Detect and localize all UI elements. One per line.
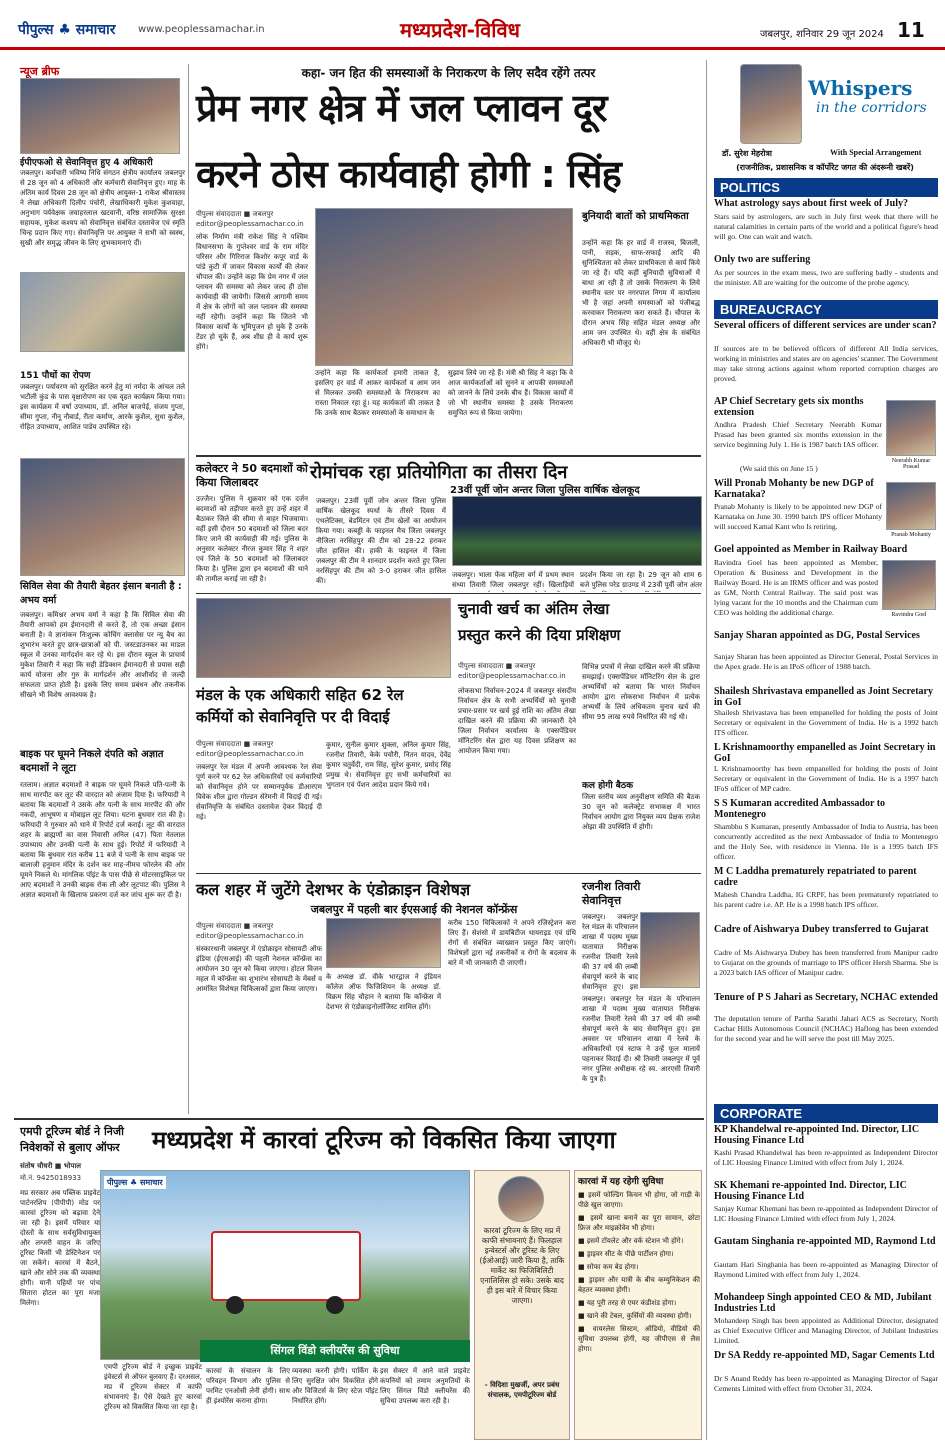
page-number: 11	[897, 18, 925, 42]
lead-col-3: सुझाव लिये जा रहे हैं। मंत्री श्री सिंह ने कहा कि वे आज कार्यकर्ताओं को सुनने व आपकी समस्याओं को जानने के लिये उनके बीच हैं। विकास कार्यों में जो भी स्थानीय समस्या है उसके निराकरण समुचित रूप से किया जायेगा।	[448, 369, 573, 417]
photo-logo: पीपुल्स ♣ समाचार	[104, 1176, 166, 1189]
bureaucracy-body-10: Cadre of Ms Aishwarya Dubey has been transferred from Manipur cadre to Gujarat on the grounds of marriage to IPS officer Hersh Sharma. She is a 2023 batch IAS officer of Manipur cadre.	[714, 948, 938, 977]
endocrine-col-2: के अध्यक्ष डॉ. वीके भारद्वाज ने इंडियन कॉलेज ऑफ फिजिशियन के अध्यक्ष डॉ. विक्रम सिंह चौहान ने बताया कि कॉन्फ्रेंस में देशभर से एंडोक्राइनोलॉजिस्ट शामिल होंगे।	[326, 973, 441, 1011]
photo-caption-prasad: Neerabh Kumar Prasad	[891, 458, 931, 470]
politics-body-2: As per sources in the exam mess, two are suffering badly - students and the minister. All are waiting for the outcome of the probe agency.	[714, 268, 938, 287]
tourism-byline: संतोष चौधरी ■ भोपाल	[20, 1162, 82, 1170]
sports-col-1: जबलपुर। 23वीं पूर्वी जोन अन्तर जिला पुलिस वार्षिक खेलकूद स्पर्धा के तीसरे दिवस में एथलेटिक्स, बेडमिंटन एवं टीम खेलों का आयोजन किया गया। कबड्डी के फाइनल मैच जिला जबलपुर नीजिला नरसिंहपुर की टीम को 28-22 हराकर जीत हासिल की। हाकी के फाइनल में जिला जबलपुर की टीम ने शानदार प्रदर्शन करते हुए जिला नरसिंहपुर की टीम को 3-0 हराकर जीत हासिल की।	[316, 497, 446, 585]
election-email[interactable]: editor@peoplessamachar.co.in	[458, 672, 566, 680]
epfo-photo	[20, 78, 180, 154]
corporate-body-3: Gautam Hari Singhania has been re-appointed as Managing Director of Raymond Limited with effect from July 1, 2024.	[714, 1260, 938, 1279]
retiree-photo	[640, 912, 700, 988]
bureaucracy-note-2: (We said this on June 15 )	[740, 464, 818, 473]
newspaper-logo[interactable]: पीपुल्स ♣ समाचार	[18, 22, 116, 38]
bureaucracy-title-2: AP Chief Secretary gets six months extension	[714, 396, 864, 418]
caravan-wheel	[226, 1296, 244, 1314]
lead-kicker: कहा- जन हित की समस्याओं के निराकरण के लिए सदैव रहेंगे तत्पर	[301, 66, 596, 80]
bureaucracy-title-1: Several officers of different services are under scan?	[714, 320, 937, 331]
endocrine-subhead: जबलपुर में पहली बार ईएसआई की नेशनल कॉन्फ्रेंस	[310, 903, 518, 916]
corporate-title-5: Dr SA Reddy re-appointed MD, Sagar Cements Ltd	[714, 1350, 935, 1361]
bureaucracy-title-10: Cadre of Aishwarya Dubey transferred to Gujarat	[714, 924, 929, 935]
bureaucracy-body-1: If sources are to be believed officers of different All India services, working in ministries and states are on agencies' scanner. The Government may take strong actions against whom reported corruption charges are proved.	[714, 344, 938, 383]
photo-caption-mohanty: Pranab Mohanty	[891, 532, 931, 538]
news-brief-label: न्यूज ब्रीफ	[20, 65, 60, 78]
facility-item: ■ वायरलेस सिस्टम, ऑडियो, वीडियो की सुविधा उपलब्ध होगी, यह जीपीएस से लैस होगा।	[578, 1325, 700, 1353]
tourism-col-1: मप्र सरकार अब पब्लिक प्राइवेट पार्टनरशिप (पीपीपी) मोड पर कारवां टूरिज्म को बढ़ावा देने जा रही है। इसमें परिवार या दोस्तों के साथ सर्वसुविधायुक्त और लग्जरी वाहन के जरिए टूरिस्ट किसी भी डेस्टिनेशन पर जा सकेंगे। कारवां में बैठने, खाने और सोने तक की व्यवस्था होगी। यानी पहियों पर पांच सितारा होटल का पूरा मजा मिलेगा।	[20, 1189, 100, 1307]
facility-item: ■ खाने की टेबल, कुर्सियों की व्यवस्था होगी।	[578, 1312, 692, 1320]
section-title: मध्यप्रदेश-विविध	[400, 18, 520, 42]
facility-item: ■ ड्राइवर सीट के पीछे पार्टीशन होगा।	[578, 1250, 674, 1258]
corporate-body-5: Dr S Anand Reddy has been re-appointed as Managing Director of Sagar Cements Limited with effect from October 31, 2024.	[714, 1374, 938, 1393]
sports-headline: रोमांचक रहा प्रतियोगिता का तीसरा दिन	[310, 462, 568, 483]
bureaucracy-body-5: Sanjay Sharan has been appointed as Director General, Postal Services in the Apex grade. He is an IPoS officer of 1988 batch.	[714, 652, 938, 671]
columnist-name: डॉ. सुरेश मेहरोत्रा	[722, 149, 772, 158]
dateline: जबलपुर, शनिवार 29 जून 2024	[760, 29, 884, 40]
tourism-mobile: मो.नं. 9425018933	[20, 1174, 82, 1182]
bureaucracy-title-3: Will Pronab Mohanty be new DGP of Karnataka?	[714, 478, 874, 500]
lead-headline-2: करने ठोस कार्यवाही होगी : सिंह	[196, 152, 621, 196]
officer-photo-goel	[882, 560, 936, 610]
politics-title-2: Only two are suffering	[714, 254, 811, 265]
tourism-quote: कारवां टूरिज्म के लिए मप्र में काफी संभावनाएं हैं। फिलहाल इन्वेस्टर्स और टूरिस्ट के लिए (ईओआई) जारी किया है, ताकि मार्केट का फिजिबिलिटी एनालिसिस हो सके। उसके बाद ही इस बारे में विचार किया जाएगा।	[479, 1226, 565, 1305]
section-rule	[14, 1118, 704, 1120]
bureaucracy-title-8: S S Kumaran accredited Ambassador to Montenegro	[714, 798, 886, 820]
bureaucracy-title-6: Shailesh Shrivastava empanelled as Joint Secretary in GoI	[714, 686, 933, 708]
brief-title-2: 151 पौधों का रोपण	[20, 371, 91, 381]
retire-body: जबलपुर। जबलपुर रेल मंडल के परिचालन शाखा में पदस्थ मुख्य यातायात निरीक्षक रजनीश तिवारी रेलवे की 37 वर्ष की लम्बी सेवापूर्ण करने के बाद सेवानिवृत्त हुए। इस अवसर पर परिचालन शाखा में रेलवे के अधिकारियों एवं स्टाफ ने उन्हें फूल मालायें पहनाकर विदाई दी। श्री तिवारी जबलपुर में पूर्व नगर पुलिस अधीक्षक रहे स्व. आरएसी तिवारी के पुत्र हैं।	[582, 995, 700, 1083]
tourism-headline: मध्यप्रदेश में कारवां टूरिज्म को विकसित किया जाएगा	[152, 1126, 616, 1154]
politics-body-1: Stars said by astrologers, are such in July first week that there will be natural calamities in certain parts of the world and a political figure's head will go. One can wait and watch.	[714, 212, 938, 241]
endocrine-email[interactable]: editor@peoplessamachar.co.in	[196, 932, 304, 940]
tourism-banner: सिंगल विंडो क्लीयरेंस की सुविधा	[200, 1340, 470, 1362]
lead-side-body: उन्होंने कहा कि हर वार्ड में राजस्व, बिजली, पानी, सड़क, साफ-सफाई आदि की सुनिश्चितता को लेकर प्राथमिकता से कार्य किये जा रहे हैं। यदि कहीं बुनियादी सुविधाओं में बाधा आ रही है तो उसके निराकरण के लिये स्थानीय स्तर पर नगरपाल निगम में कार्यालय भी है जहां अपनी समस्याओं को पंजीबद्ध करवाकर निराकरण करा सकते हैं। चौपाल के दौरान अभय सिंह सहित मंडल अध्यक्ष और आम जन उपस्थित थे। वहीं क्षेत्र के संबंधित अधिकारी भी मौजूद थे।	[582, 239, 700, 347]
facility-item: ■ इसमें फोल्डिंग किचन भी होगा, जो गाड़ी के पीछे खुल जाएगा।	[578, 1191, 700, 1209]
facility-item: ■ सोफा कम बेड होगा।	[578, 1263, 639, 1271]
politics-title-1: What astrology says about first week of July?	[714, 198, 908, 209]
whispers-subtitle: in the corridors	[816, 100, 927, 116]
bureaucracy-body-11: The deputation tenure of Partha Sarathi Jahari ACS as Secretary, North Cachar Hills Autonomous Council (NCHAC) Haflong has been extended for the second year and he will serve the post till May 2025.	[714, 1014, 938, 1043]
section-rule	[196, 593, 701, 594]
election-headline-2: प्रस्तुत करने की दिया प्रशिक्षण	[458, 626, 621, 644]
railway-headline-2: कर्मियों को सेवानिवृत्ति पर दी विदाई	[196, 708, 390, 726]
endocrine-headline: कल शहर में जुटेंगे देशभर के एंडोक्राइन विशेषज्ञ	[196, 880, 471, 899]
bureaucracy-title-7: L Krishnamoorthy empanelled as Joint Secretary in GoI	[714, 742, 936, 764]
facilities-title: कारवां में यह रहेगी सुविधा	[578, 1177, 664, 1187]
election-col-1: लोकसभा निर्वाचन-2024 में जबलपुर संसदीय निर्वाचन क्षेत्र के सभी अभ्यर्थियों को चुनावी प्रचार-प्रसार पर खर्च हुई राशि का अंतिम लेखा दाखिल करने की प्रक्रिया की जानकारी देने जिला निर्वाचन कार्यालय के एक्सपेंडिचर मॉनिटरिंग सेल द्वारा यह दिवस प्रशिक्षण का आयोजन किया गया।	[458, 687, 576, 755]
tourism-col-4: व्यवस्था करनी होगी। पार्किंग के लिए सुरक्षित जोन विकसित होंगे और विजिटर्स के लिए स्टेज पॉइंट निर्धारित होंगे।	[292, 1367, 378, 1405]
bureaucracy-body-2: Andhra Pradesh Chief Secretary Neerabh Kumar Prasad has been granted six months extension in the service beginning July 1. He is 1987 batch IAS officer.	[714, 420, 882, 449]
sidebar-divider	[706, 60, 707, 1440]
bureaucracy-body-8: Shambhu S Kumaran, presently Ambassador of India to Austria, has been concurrently accredited as the next Ambassador of India to Montenegro and the Holy See, with residence in Vienna. He is a 1995 batch IFS officer.	[714, 822, 938, 861]
brief-body-3: जबलपुर। कमिश्नर अभय वर्मा ने कहा है कि सिविल सेवा की तैयारी आपको हम ईमानदारी से करते हैं, तो एक अच्छा इंसान बनाती है। वे ज्ञानांकन निःशुल्क कोचिंग क्लासेस पर न्यू बैच का शुभारंभ करते हुए छात्र-छात्राओं को पी. जस्टडाउनकर का माडल स्कूल में उनका मार्गदर्शन कर रहे थे। इस दौरान स्कूल के प्राचार्य मुकेश तिवारी ने कहा कि सही डेडिक्शन ईमानदारी से प्रयास सही कार्य योजना और गुरु के मार्गदर्शन और आशीर्वाद से जल्दी सफलता प्राप्त होती है। इसके लिए समय प्रबंधन और तकनीक सीखने भी विशेष आवश्यक है।	[20, 611, 185, 699]
brief-body-2: जबलपुर। पर्यावरण को सुरक्षित करने हेतु मां नर्मदा के आंचल तले भटौली कुंड के पास वृक्षारोपण का एक वृहत कार्यक्रम किया गया। इस कार्यक्रम में वर्षा उपाध्याय, डॉ. अनिल बाजपेई, संजय गुप्ता, सीमा गुप्ता, नीनू नौबार्ड, रीता कर्माण, आरके कुशैल, सुधा कुशैल, रोहित उपाध्याय, आशित पाडेय उपस्थित रहे।	[20, 383, 185, 431]
bureaucracy-title-11: Tenure of P S Jahari as Secretary, NCHAC extended	[714, 992, 938, 1003]
endocrine-photo	[326, 918, 441, 968]
coaching-photo	[20, 458, 185, 576]
officer-photo-mohanty	[886, 482, 936, 530]
bureaucracy-title-4: Goel appointed as Member in Railway Board	[714, 544, 908, 555]
brief-body-4: रतलाम। अज्ञात बदमाशों ने बाइक पर घूमने निकले पति-पत्नी के साथ मारपीट कर लूट की वारदात को अंजाम दिया है। फरियादी ने बताया कि बदमाशों ने उसके और पत्नी के साथ मारपीट की और नकदी, आभूषण व मोबाइल लूट लिया। घटना बुधवार रात की है। फरियादी ने गुरुवार को थाने में रिपोर्ट दर्ज कराई। लूट की वारदात शहर के ब्राह्मणों का वास निवासी अनिल (47) पिता नेतलाल उपाध्याय और उनकी पत्नी के साथ हुई। रिपोर्ट में फरियादी ने बताया कि बुधवार रात करीब 11 बजे वे पत्नी के साथ बाइक पर बालाजी हनुमान मंदिर के दर्शन कर माह-नीमच फोरलेन की ओर घूमने निकले थे। मांगलिक पॉइंट के पास पीछे से मोटरसाइकिल पर आए बदमाशों ने उनकी बाइक रोक ली और लूटपाट की। पुलिस ने अज्ञात बदमाशों के खिलाफ प्रकरण दर्ज कर जांच शुरू कर दी है।	[20, 781, 185, 899]
sports-subhead: 23वीं पूर्वी जोन अन्तर जिला पुलिस वार्षिक खेलकूद	[450, 485, 640, 496]
arrangement-note: With Special Arrangement	[830, 148, 922, 157]
election-headline-1: चुनावी खर्च का अंतिम लेखा	[458, 600, 610, 618]
quote-author-photo	[498, 1176, 544, 1222]
section-rule	[196, 455, 701, 457]
bureaucracy-body-4: Ravindra Goel has been appointed as Member, Operation & Business and Development in the Railway Board. He is an IRMS officer and was posted as GM, North Central Railway. The said post was lying vacant for the 10 months and the Chairman cum CEO was holding the additional charge.	[714, 558, 878, 617]
caravan-photo	[100, 1170, 470, 1360]
facility-item: ■ इसमें खाना बनाने का पूरा सामान, छोटा फ्रिज और माइक्रोवेव भी होगा।	[578, 1214, 700, 1232]
sports-col-3: प्रदर्शन किया जा रहा है। 29 जून को शाम 6 बजे पुलिस परेड ग्राउण्ड में 23वीं पूर्वी जोन अंतर	[580, 571, 702, 589]
bureaucracy-header: BUREAUCRACY	[714, 300, 938, 319]
lead-side-title: बुनियादी बातों को प्राथमिकता	[582, 211, 689, 222]
plantation-photo	[20, 272, 185, 352]
corporate-body-4: Mohandeep Singh has been appointed as Additional Director, designated as Chief Executive Officer and Managing Director, of Jubilant Industries Limited.	[714, 1316, 938, 1345]
politics-header: POLITICS	[714, 178, 938, 197]
endocrine-col-3: करीब 150 चिकित्सकों ने अपने रजिस्ट्रेशन करा लिए हैं। सेशंसो में डायबिटीज थायराइड एवं ग्रंथि रोगों से संबंधित व्याख्यान प्रस्तुत किए जाएंगे। विशेषज्ञों द्वारा नई तकनीकों व रोगों के बदलाव के बारे में भी जानकारी दी जाएगी।	[448, 919, 576, 967]
section-rule	[196, 873, 701, 874]
retire-headline-2: सेवानिवृत्त	[582, 894, 622, 907]
endocrine-byline: पीपुल्स संवाददाता ■ जबलपुर	[196, 922, 274, 930]
bureaucracy-body-7: L Krishnamoorthy has been empanelled for holding the posts of Joint Secretary or equivalent in the Government of India. He is a 1997 batch IFoS officer of MP cadre.	[714, 764, 938, 793]
corporate-title-3: Gautam Singhania re-appointed MD, Raymond Ltd	[714, 1236, 936, 1247]
lead-col-2: उन्होंने कहा कि कार्यकर्ता हमारी ताकत है, इसलिए हर वार्ड में आकर कार्यकर्ता व आम जन से मिलकर उनकी समस्याओं के निराकरण का रास्ता निकाल रहा हूं। यह कार्यकर्ता की ताकत है कि उनके साथ बैठकर समस्याओं के समाधान के	[315, 369, 440, 417]
corporate-title-4: Mohandeep Singh appointed CEO & MD, Jubilant Industries Ltd	[714, 1292, 932, 1314]
lead-photo	[315, 208, 573, 366]
brief-title-1: ईपीएफओ से सेवानिवृत्त हुए 4 अधिकारी	[20, 158, 153, 168]
lead-byline: पीपुल्स संवाददाता ■ जबलपुर	[196, 210, 274, 218]
election-sub-title: कल होगी बैठक	[582, 781, 634, 791]
lead-col-1: लोक निर्माण मंत्री राकेश सिंह ने पश्चिम विधानसभा के गुप्तेश्वर वार्ड के राम मंदिर परिसर और गिरिराज किशोर कपूर वार्ड के पांडे कुटी में जाकर विकास कार्यों की लेकर चौपाल की। उन्होंने कहा कि प्रेम नगर में जल प्लावन की समस्या को लेकर जल्द ही ठोस कार्यवाही की जायेगी। जिससे आगामी समय में क्षेत्र के लोगों को जल प्लावन की समस्या नहीं रहेगी। उन्होंने कहा कि जितने भी विकास कार्यों के भूमिपूजन हो चुके हैं उनके टेंडर हो चुके हैं, अब शीघ्र ही वे कार्य शुरू होंगे।	[196, 233, 308, 351]
caravan-vehicle	[211, 1231, 361, 1301]
election-byline: पीपुल्स संवाददाता ■ जबलपुर	[458, 662, 536, 670]
tourism-small-title-2: निवेशकों से बुलाए ऑफर	[20, 1141, 120, 1154]
bureaucracy-title-5: Sanjay Sharan appointed as DG, Postal Services	[714, 630, 920, 641]
brief-title-3: सिविल सेवा की तैयारी बेहतर इंसान बनाती है : अभय वर्मा	[20, 581, 182, 606]
caravan-wheel	[326, 1296, 344, 1314]
bureaucracy-title-9: M C Laddha prematurely repatriated to parent cadre	[714, 866, 917, 888]
lead-email[interactable]: editor@peoplessamachar.co.in	[196, 220, 304, 228]
retire-body-lead: जबलपुर। जबलपुर रेल मंडल के परिचालन शाखा में पदस्थ मुख्य यातायात निरीक्षक रजनीश तिवारी रेलवे की 37 वर्ष की लम्बी सेवापूर्ण करने के बाद सेवानिवृत्त हुए। इस	[582, 913, 638, 991]
bureaucracy-body-6: Shailesh Shrivastava has been empanelled for holding the posts of Joint Secretary or equivalent in the Government of India. He is a 1992 batch ITS officer.	[714, 708, 938, 737]
election-sub-body: जिला स्तरीय व्यय अनुवीक्षण समिति की बैठक 30 जून को कलेक्ट्रेट सभाकक्ष में भारत निर्वाचन आयोग द्वारा नियुक्त व्यय प्रेक्षक राजेश ओझा की उपस्थिति में होगी।	[582, 793, 700, 831]
website-url[interactable]: www.peoplessamachar.in	[138, 24, 265, 35]
corporate-title-2: SK Khemani re-appointed Ind. Director, LIC Housing Finance Ltd	[714, 1180, 907, 1202]
tourism-quote-by: - विदिशा मुखर्जी, अपर प्रबंध संचालक, एमपीटूरिज्म बोर्ड	[484, 1381, 560, 1399]
railway-col-1: जबलपुर रेल मंडल में अपनी आवश्यक रेल सेवा पूर्ण करने पर 62 रेल अधिकारियों एवं कर्मचारियों को सेवानिवृत्त होने पर सम्मानपूर्वक डीआरएम विवेक शील द्वारा गोल्डन सेरेमनी में विदाई दी गई। सेवानिवृत्ति के संबंधित दस्तावेज देकर विदाई दी गई।	[196, 763, 322, 821]
brief-title-4: बाइक पर घूमने निकले दंपति को अज्ञात बदमाशों ने लूटा	[20, 749, 164, 774]
whispers-tagline: (राजनीतिक, प्रशासनिक व कॉर्पोरेट जगत की अंदरूनी खबरें)	[736, 163, 914, 172]
sports-col-2: जबलपुर। भाला फेंक महिला वर्ग में प्रथम स्थान संध्या तिवारी जिला जबलपुर रहीं। खिलाड़ियों	[452, 571, 574, 589]
district-headline: कलेक्टर ने 50 बदमाशों को किया जिलाबदर	[196, 462, 308, 489]
bureaucracy-body-9: Mahesh Chandra Laddha, IG CRPF, has been prematurely repatriated to his parent cadre i.e. AP. He is a 1998 batch IPS officer.	[714, 890, 938, 909]
corporate-body-1: Kashi Prasad Khandelwal has been re-appointed as Independent Director of LIC Housing Finance Limited with effect from July 1, 2024.	[714, 1148, 938, 1167]
whispers-title: Whispers	[808, 76, 913, 100]
columnist-photo	[740, 64, 802, 144]
facilities-list	[578, 1190, 700, 1436]
election-col-2: विभिन्न प्रपत्रों में लेखा दाखिल करने की प्रक्रिया समझाई। एक्सपेंडिचर मॉनिटरिंग सेल के द्वारा अभ्यर्थियों को बताया कि भारत निर्वाचन आयोग द्वारा लोकसभा निर्वाचन में प्रत्येक अभ्यर्थी के लिये अधिकतम चुनाव खर्च की सीमा 95 लाख रुपये निर्धारित की गई थी।	[582, 663, 700, 721]
tourism-small-title-1: एमपी टूरिज्म बोर्ड ने निजी	[20, 1125, 124, 1138]
railway-email[interactable]: editor@peoplessamachar.co.in	[196, 750, 304, 758]
sports-photo	[452, 496, 702, 566]
corporate-body-2: Sanjay Kumar Khemani has been re-appointed as Independent Director of LIC Housing Finance Limited with effect from July 1, 2024.	[714, 1204, 938, 1223]
retire-headline-1: रजनीश तिवारी	[582, 880, 641, 893]
facility-item: ■ इसमें टॉयलेट और वर्क स्टेशन भी होंगे।	[578, 1237, 684, 1245]
facility-item: ■ ड्राइवर और यात्री के बीच कम्युनिकेशन की बेहतर व्यवस्था होगी।	[578, 1276, 700, 1294]
railway-photo	[196, 598, 451, 678]
brief-body-1: जबलपुर। कर्मचारी भविष्य निधि संगठन क्षेत्रीय कार्यालय जबलपुर से 28 जून को 4 अधिकारी और कर्मचारी सेवानिवृत्त हुए। माह के अंतिम कार्य दिवस 28 जून को क्षेत्रीय आयुक्त-1 राकेश श्रीवास्तव ने लेखा अधिकारी दिलीप पंचोरी, लेखाधिकारी मुकेश कुशवाहा, अनुभाग पर्यवेक्षक जवाहरलाल खटवानी, वरिष्ठ सामाजिक सुरक्षा सहायक, मुकेश कश्यप को सेवानिवृत्त संबंधित दस्तावेज एवं स्मृति चिन्ह प्रदान किए गए। सेवानिवृत्ति पर आयुक्त ने सभी को स्वस्थ, सुखी और समृद्ध जीवन के लिए शुभकामनाएं दीं।	[20, 169, 185, 247]
endocrine-col-1: संस्कारधानी जबलपुर में एंडोक्राइन सोसायटी ऑफ इंडिया (ईएसआई) की पहली नेशनल कॉन्फ्रेंस का आयोजन 30 जून को किया जाएगा। होटल विजन महल में कॉन्फ्रेंस का शुभारंभ सोसायटी के मेंबर्स व आमंत्रित विशेषज्ञ चिकित्सकों द्वारा किया जाएगा।	[196, 945, 322, 993]
railway-headline-1: मंडल के एक अधिकारी सहित 62 रेल	[196, 686, 404, 704]
corporate-header: CORPORATE	[714, 1104, 938, 1123]
railway-col-2: कुमार, सुनील कुमार शुक्ला, अनिल कुमार सिंह, रजनीश तिवारी, केके पचौरी, नितन यादव, देवेंद्र कुमार चतुर्वेदी, राम सिंह, सुरेश कुमार, प्रमोद सिंह प्रमुख थे। सेवानिवृत्त हुए सभी कर्मचारियों का भुगतान एवं पेंशन आदेश प्रदान किये गये।	[326, 741, 451, 789]
corporate-title-1: KP Khandelwal re-appointed Ind. Director, LIC Housing Finance Ltd	[714, 1124, 920, 1146]
officer-photo-prasad	[886, 400, 936, 456]
district-body: उज्जैन। पुलिस ने शुक्रवार को एक दर्जन बदमाशों को तड़ीपार करते हुए उन्हें शहर में बैठाकर जिले की सीमा से बाहर भिजवाया। वहीं इसी दौरान 50 बदमाशों को जिला बदर किए जाने की कार्यवाही की गई। पुलिस के अनुसार कलेक्टर नीरज कुमार सिंह ने शहर एवं जिले के 50 बदमाशों को जिलाबदर किया है। पुलिस द्वारा इन बदमाशों की थाने की तामील कराई जा रही है।	[196, 495, 308, 583]
bureaucracy-body-3: Pranab Mohanty is likely to be appointed new DGP of Karnataka on June 30. 1990 batch IPS officer Mohanty will succeed Kamal Kant who Is retiring.	[714, 502, 882, 531]
tourism-col-3: कारवां के संचालन के लिए परिवहन विभाग और पुलिस से परमिट एनओसी लेनी होगी। साथ ही इंश्योरेंस कराना होगा।	[206, 1367, 290, 1405]
column-divider	[188, 64, 189, 1114]
lead-headline-1: प्रेम नगर क्षेत्र में जल प्लावन दूर	[196, 86, 607, 130]
tourism-col-5: इस सेक्टर में आने वाले प्राइवेट कंपनियों को तमाम अनुमतियों के लिए सिंगल विंडो क्लीयरेंस की सुविधा उपलब्ध करा रही है।	[380, 1367, 470, 1405]
railway-byline: पीपुल्स संवाददाता ■ जबलपुर	[196, 740, 274, 748]
photo-caption-goel: Ravindra Goel	[891, 612, 927, 618]
facility-item: ■ यह पूरी तरह से एयर कंडीशंड होगा।	[578, 1299, 677, 1307]
tourism-col-2: एमपी टूरिज्म बोर्ड ने इच्छुक प्राइवेट इंवेस्टर्स से ऑफर बुलवाए हैं। दरअसल, मप्र में टूरिज्म सेक्टर में काफी संभावनाएं हैं। ऐसे देखते हुए कारवां टूरिज्म को विकसित किया जा रहा है।	[104, 1363, 202, 1411]
